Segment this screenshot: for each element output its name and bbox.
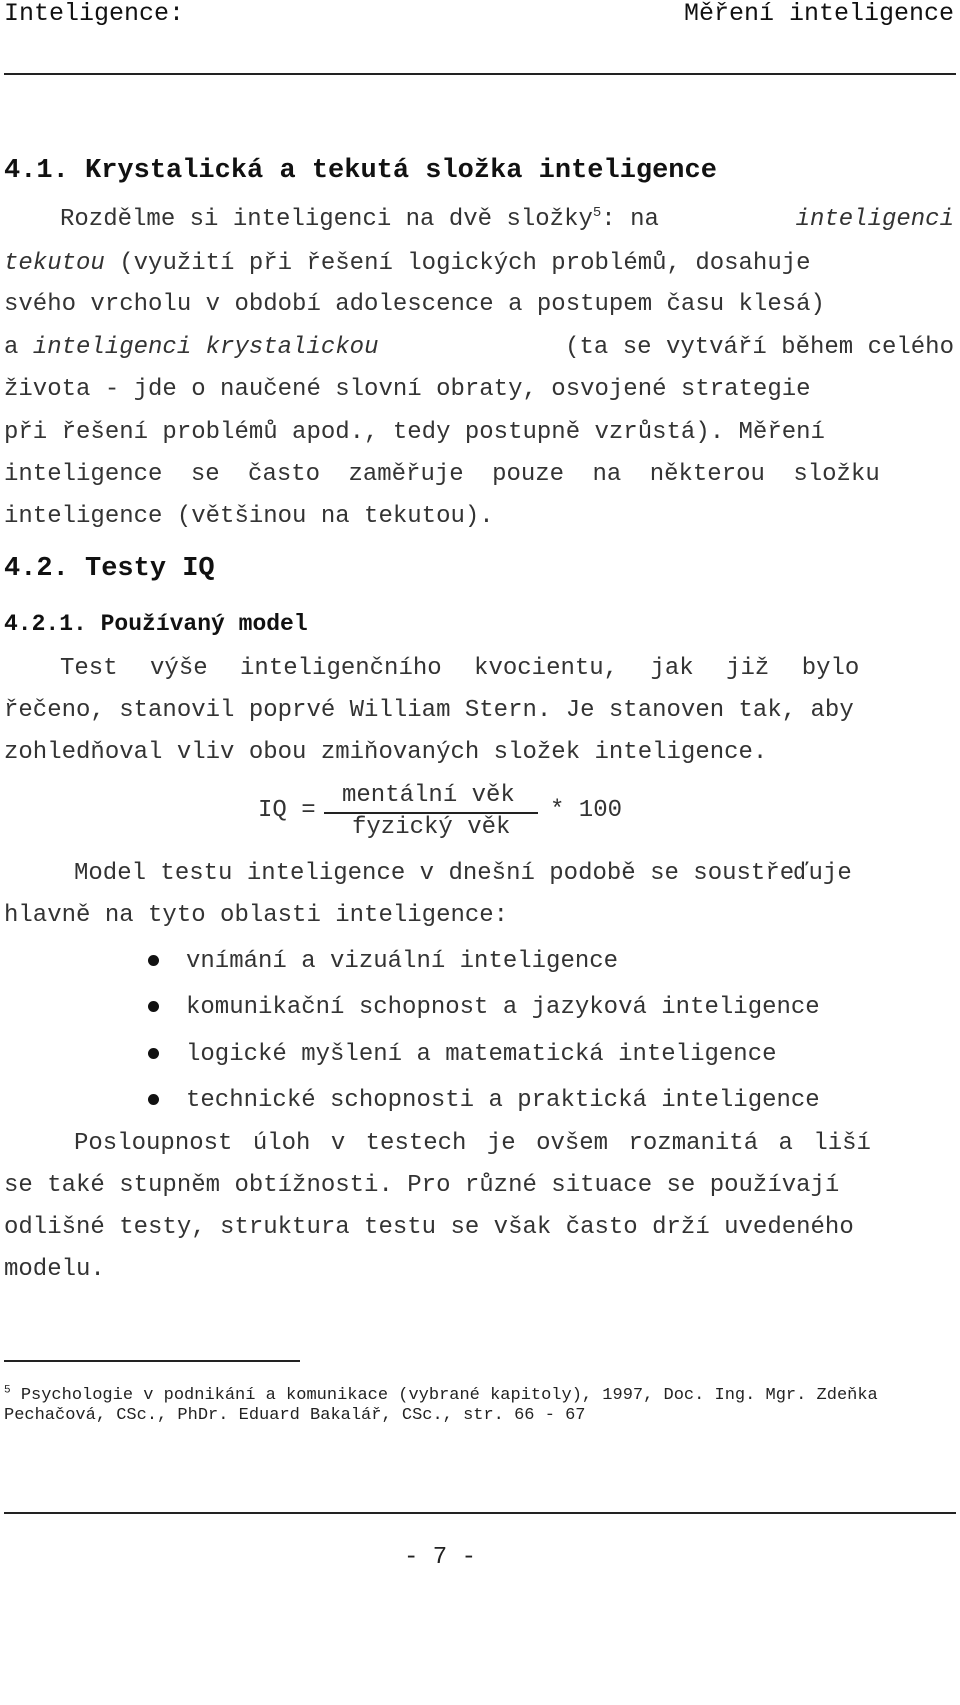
subsection-heading-4-2-1: 4.2.1. Používaný model (4, 611, 308, 637)
text-span: a (4, 334, 33, 361)
page-number: - 7 - (404, 1544, 477, 1571)
header-rule (4, 73, 956, 75)
footnote-line-2: Pechačová, CSc., PhDr. Eduard Bakalář, CSc., str. 66 - 67 (4, 1406, 586, 1425)
paragraph-1-line-7: inteligence se často zaměřuje pouze na některou složku (4, 461, 880, 488)
italic-term: tekutou (4, 250, 105, 277)
bullet-item: vnímání a vizuální inteligence (186, 948, 619, 975)
text-span: (ta se vytváří během celého (565, 334, 954, 361)
formula-multiplier: * 100 (550, 797, 623, 824)
footnote-marker: 5 (4, 1384, 11, 1397)
bullet-icon (148, 1001, 159, 1012)
paragraph-3-line-1: Model testu inteligence v dnešní podobě se soustřeďuje (74, 860, 852, 887)
text-span (60, 206, 659, 233)
bullet-icon (148, 1048, 159, 1059)
paragraph-1-line-3: svého vrcholu v období adolescence a postupem času klesá) (4, 291, 825, 318)
text-span: : na (601, 206, 659, 233)
footer-rule (4, 1512, 956, 1514)
running-header-right: Měření inteligence (683, 0, 954, 28)
paragraph-1-line-4 (4, 334, 954, 361)
text-span: Psychologie v podnikání a komunikace (vybrané kapitoly), 1997, Doc. Ing. Mgr. Zdeňka (20, 1386, 878, 1405)
footnote-ref: 5 (592, 205, 602, 221)
paragraph-3-line-2: hlavně na tyto oblasti inteligence: (4, 902, 509, 929)
text-span: Rozdělme si inteligenci na dvě složky (60, 206, 593, 233)
text-span (4, 334, 378, 361)
paragraph-4-line-1: Posloupnost úloh v testech je ovšem rozmanitá a liší (74, 1130, 871, 1157)
paragraph-4-line-2: se také stupněm obtížnosti. Pro různé situace se používají (4, 1172, 840, 1199)
bullet-icon (148, 955, 159, 966)
paragraph-1-line-5: života - jde o naučené slovní obraty, osvojené strategie (4, 376, 811, 403)
formula-denominator: fyzický věk (352, 814, 511, 841)
formula-lhs: IQ = (258, 797, 316, 824)
section-heading-4-2: 4.2. Testy IQ (4, 554, 215, 584)
bullet-icon (148, 1094, 159, 1105)
italic-term: inteligenci krystalickou (32, 334, 379, 361)
formula-numerator: mentální věk (342, 782, 515, 809)
bullet-item: logické myšlení a matematická inteligence (186, 1041, 777, 1068)
paragraph-4-line-4: modelu. (4, 1256, 105, 1283)
footnote-rule (4, 1360, 300, 1362)
running-header-left: Inteligence: (4, 0, 185, 28)
paragraph-1-line-2 (4, 250, 811, 277)
paragraph-4-line-3: odlišné testy, struktura testu se však často drží uvedeného (4, 1214, 854, 1241)
paragraph-1-line-6: při řešení problémů apod., tedy postupně vzrůstá). Měření (4, 419, 825, 446)
paragraph-1-line-1 (60, 206, 954, 233)
paragraph-2-line-3: zohledňoval vliv obou zmiňovaných složek inteligence. (4, 739, 768, 766)
footnote-line-1 (4, 1386, 878, 1405)
section-heading-4-1: 4.1. Krystalická a tekutá složka inteligence (4, 156, 717, 186)
bullet-item: komunikační schopnost a jazyková inteligence (186, 994, 820, 1021)
paragraph-1-line-8: inteligence (většinou na tekutou). (4, 503, 494, 530)
bullet-item: technické schopnosti a praktická inteligence (186, 1087, 820, 1114)
paragraph-2-line-2: řečeno, stanovil poprvé William Stern. Je stanoven tak, aby (4, 697, 854, 724)
paragraph-2-line-1: Test výše inteligenčního kvocientu, jak již bylo (60, 655, 860, 682)
text-span: (využití při řešení logických problémů, dosahuje (104, 250, 811, 277)
italic-term: inteligenci (795, 206, 954, 233)
